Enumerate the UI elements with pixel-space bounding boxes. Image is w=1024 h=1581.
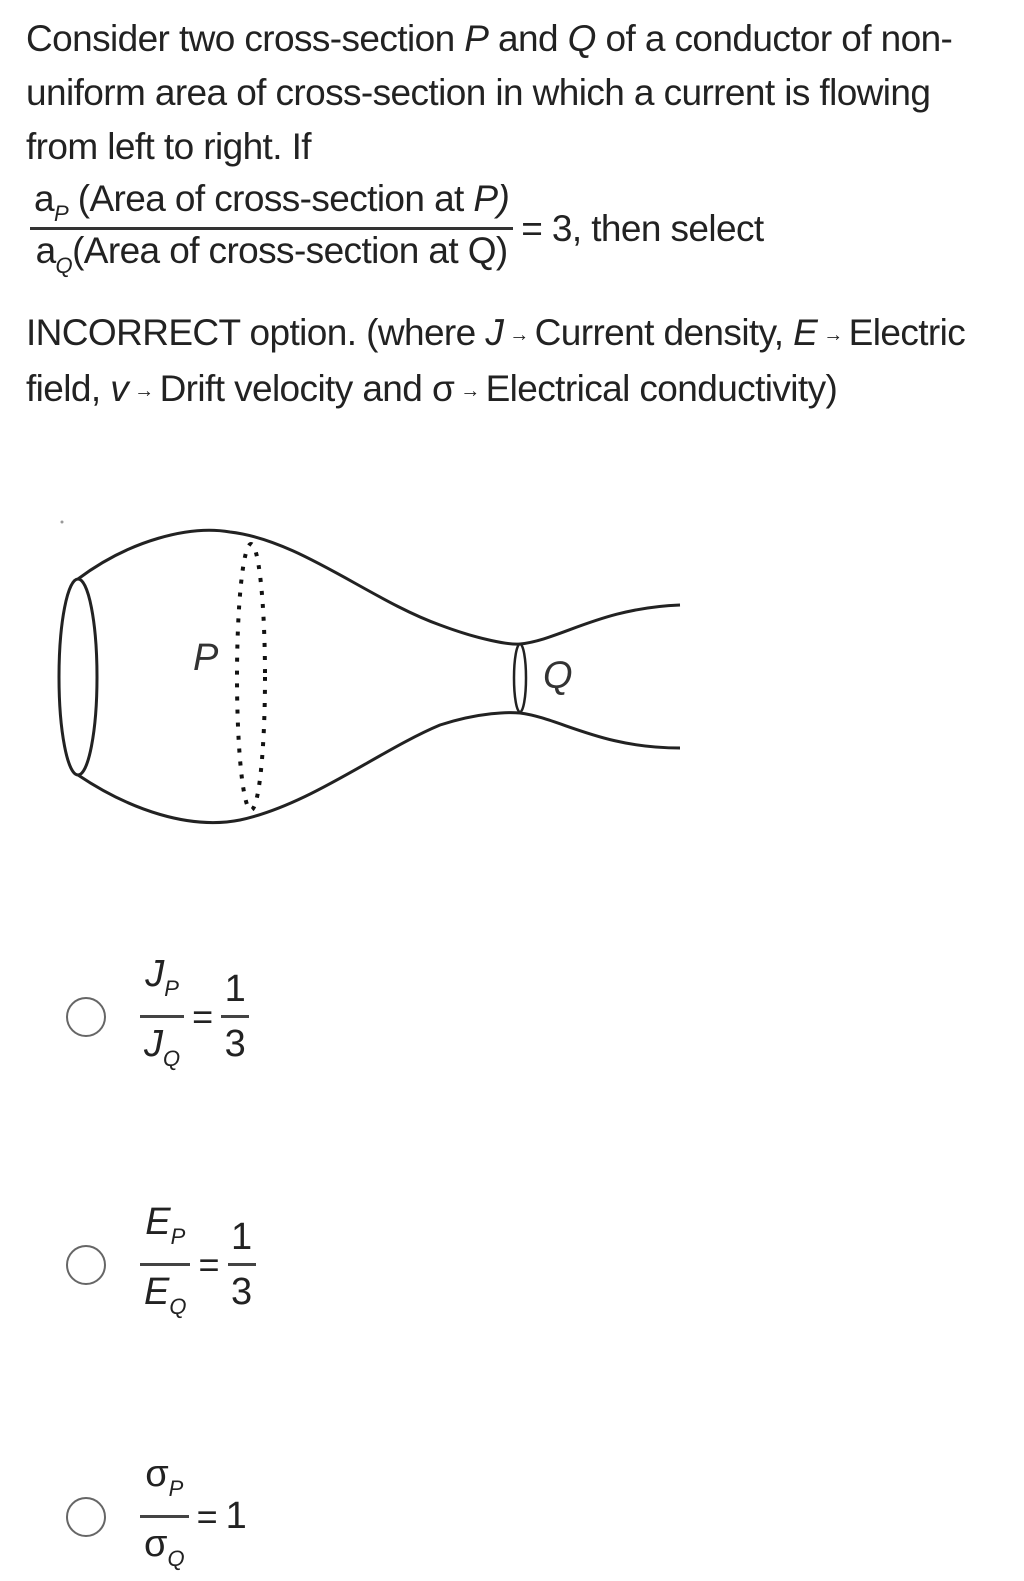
option-2[interactable] (66, 1200, 256, 1329)
definition-text: Drift velocity and (159, 368, 432, 410)
label-p: P (193, 637, 219, 679)
fraction-bar (221, 1015, 249, 1018)
radio-button-icon[interactable] (66, 1497, 106, 1537)
symbol: E (144, 1271, 170, 1313)
fraction-bar (228, 1263, 256, 1266)
conductor-diagram (40, 500, 720, 845)
option-3[interactable] (66, 1452, 247, 1581)
subscript-q: Q (55, 253, 73, 278)
definition-text: Electric field, (26, 312, 966, 410)
fraction-bar (140, 1015, 184, 1018)
rhs-fraction (228, 1215, 256, 1314)
subscript: Q (163, 1046, 181, 1071)
option-fraction (140, 1200, 190, 1329)
arrow-icon: → (460, 380, 480, 403)
subscript: P (164, 976, 179, 1001)
symbol-j: J (485, 312, 504, 353)
label-q: Q (543, 655, 573, 697)
symbol-e: E (793, 312, 818, 353)
symbol-a: a (35, 230, 56, 271)
definition-text: Current density, (534, 312, 794, 353)
subscript-p: P (53, 201, 69, 226)
denominator-text: (Area of cross-section at (72, 230, 468, 271)
radio-button-icon[interactable] (66, 997, 106, 1037)
question-text (26, 12, 1006, 174)
question-definitions (26, 306, 1006, 418)
symbol: σ (145, 1453, 169, 1495)
subscript: P (170, 1224, 186, 1249)
symbol: J (145, 953, 165, 995)
symbol-v: v (110, 368, 129, 410)
symbol-sigma: σ (431, 368, 455, 410)
definition-text: INCORRECT option. (where (26, 312, 486, 353)
arrow-icon: → (134, 380, 154, 403)
symbol-q: Q (567, 18, 596, 59)
question-text-part: of a conductor of non-uniform area of cross-section in which a current is flowing from left to right. If (26, 18, 953, 167)
rhs-fraction (221, 967, 249, 1066)
option-fraction (140, 1452, 189, 1581)
rhs-denominator: 3 (224, 1023, 246, 1065)
definition-text: Electrical conductivity) (485, 368, 838, 410)
rhs-numerator: 1 (224, 968, 246, 1010)
subscript: P (168, 1476, 184, 1501)
rhs-denominator: 3 (230, 1271, 253, 1313)
symbol: E (145, 1201, 171, 1243)
question-text-part: and (488, 18, 568, 59)
option-fraction (140, 952, 184, 1081)
numerator-text: (Area of cross-section at (68, 178, 474, 219)
equals-sign: = (196, 1495, 218, 1537)
numerator-end: P) (473, 178, 510, 219)
arrow-icon: → (509, 324, 529, 347)
equals-sign: = (198, 1243, 220, 1285)
fraction-numerator (30, 178, 513, 227)
subscript: Q (167, 1546, 185, 1571)
rhs-numerator: 1 (230, 1216, 253, 1258)
ratio-value-text: = 3, then select (521, 207, 764, 249)
arrow-icon: → (823, 324, 843, 347)
area-ratio-equation (30, 178, 764, 279)
symbol: σ (144, 1523, 168, 1565)
denominator-end: Q) (467, 230, 508, 271)
fraction-denominator (32, 230, 512, 279)
symbol: J (144, 1023, 163, 1065)
rhs-value: 1 (225, 1495, 247, 1537)
fraction-bar (140, 1515, 189, 1518)
symbol-a: a (34, 178, 54, 219)
fraction-bar (140, 1263, 190, 1266)
area-ratio-fraction (30, 178, 513, 279)
symbol-p: P (464, 18, 489, 59)
dot-mark (61, 521, 64, 524)
conductor-shape-icon (40, 500, 720, 840)
equals-sign: = (192, 995, 214, 1037)
question-text-part: Consider two cross-section (26, 18, 465, 59)
option-1[interactable] (66, 952, 249, 1081)
radio-button-icon[interactable] (66, 1245, 106, 1285)
subscript: Q (169, 1294, 187, 1319)
